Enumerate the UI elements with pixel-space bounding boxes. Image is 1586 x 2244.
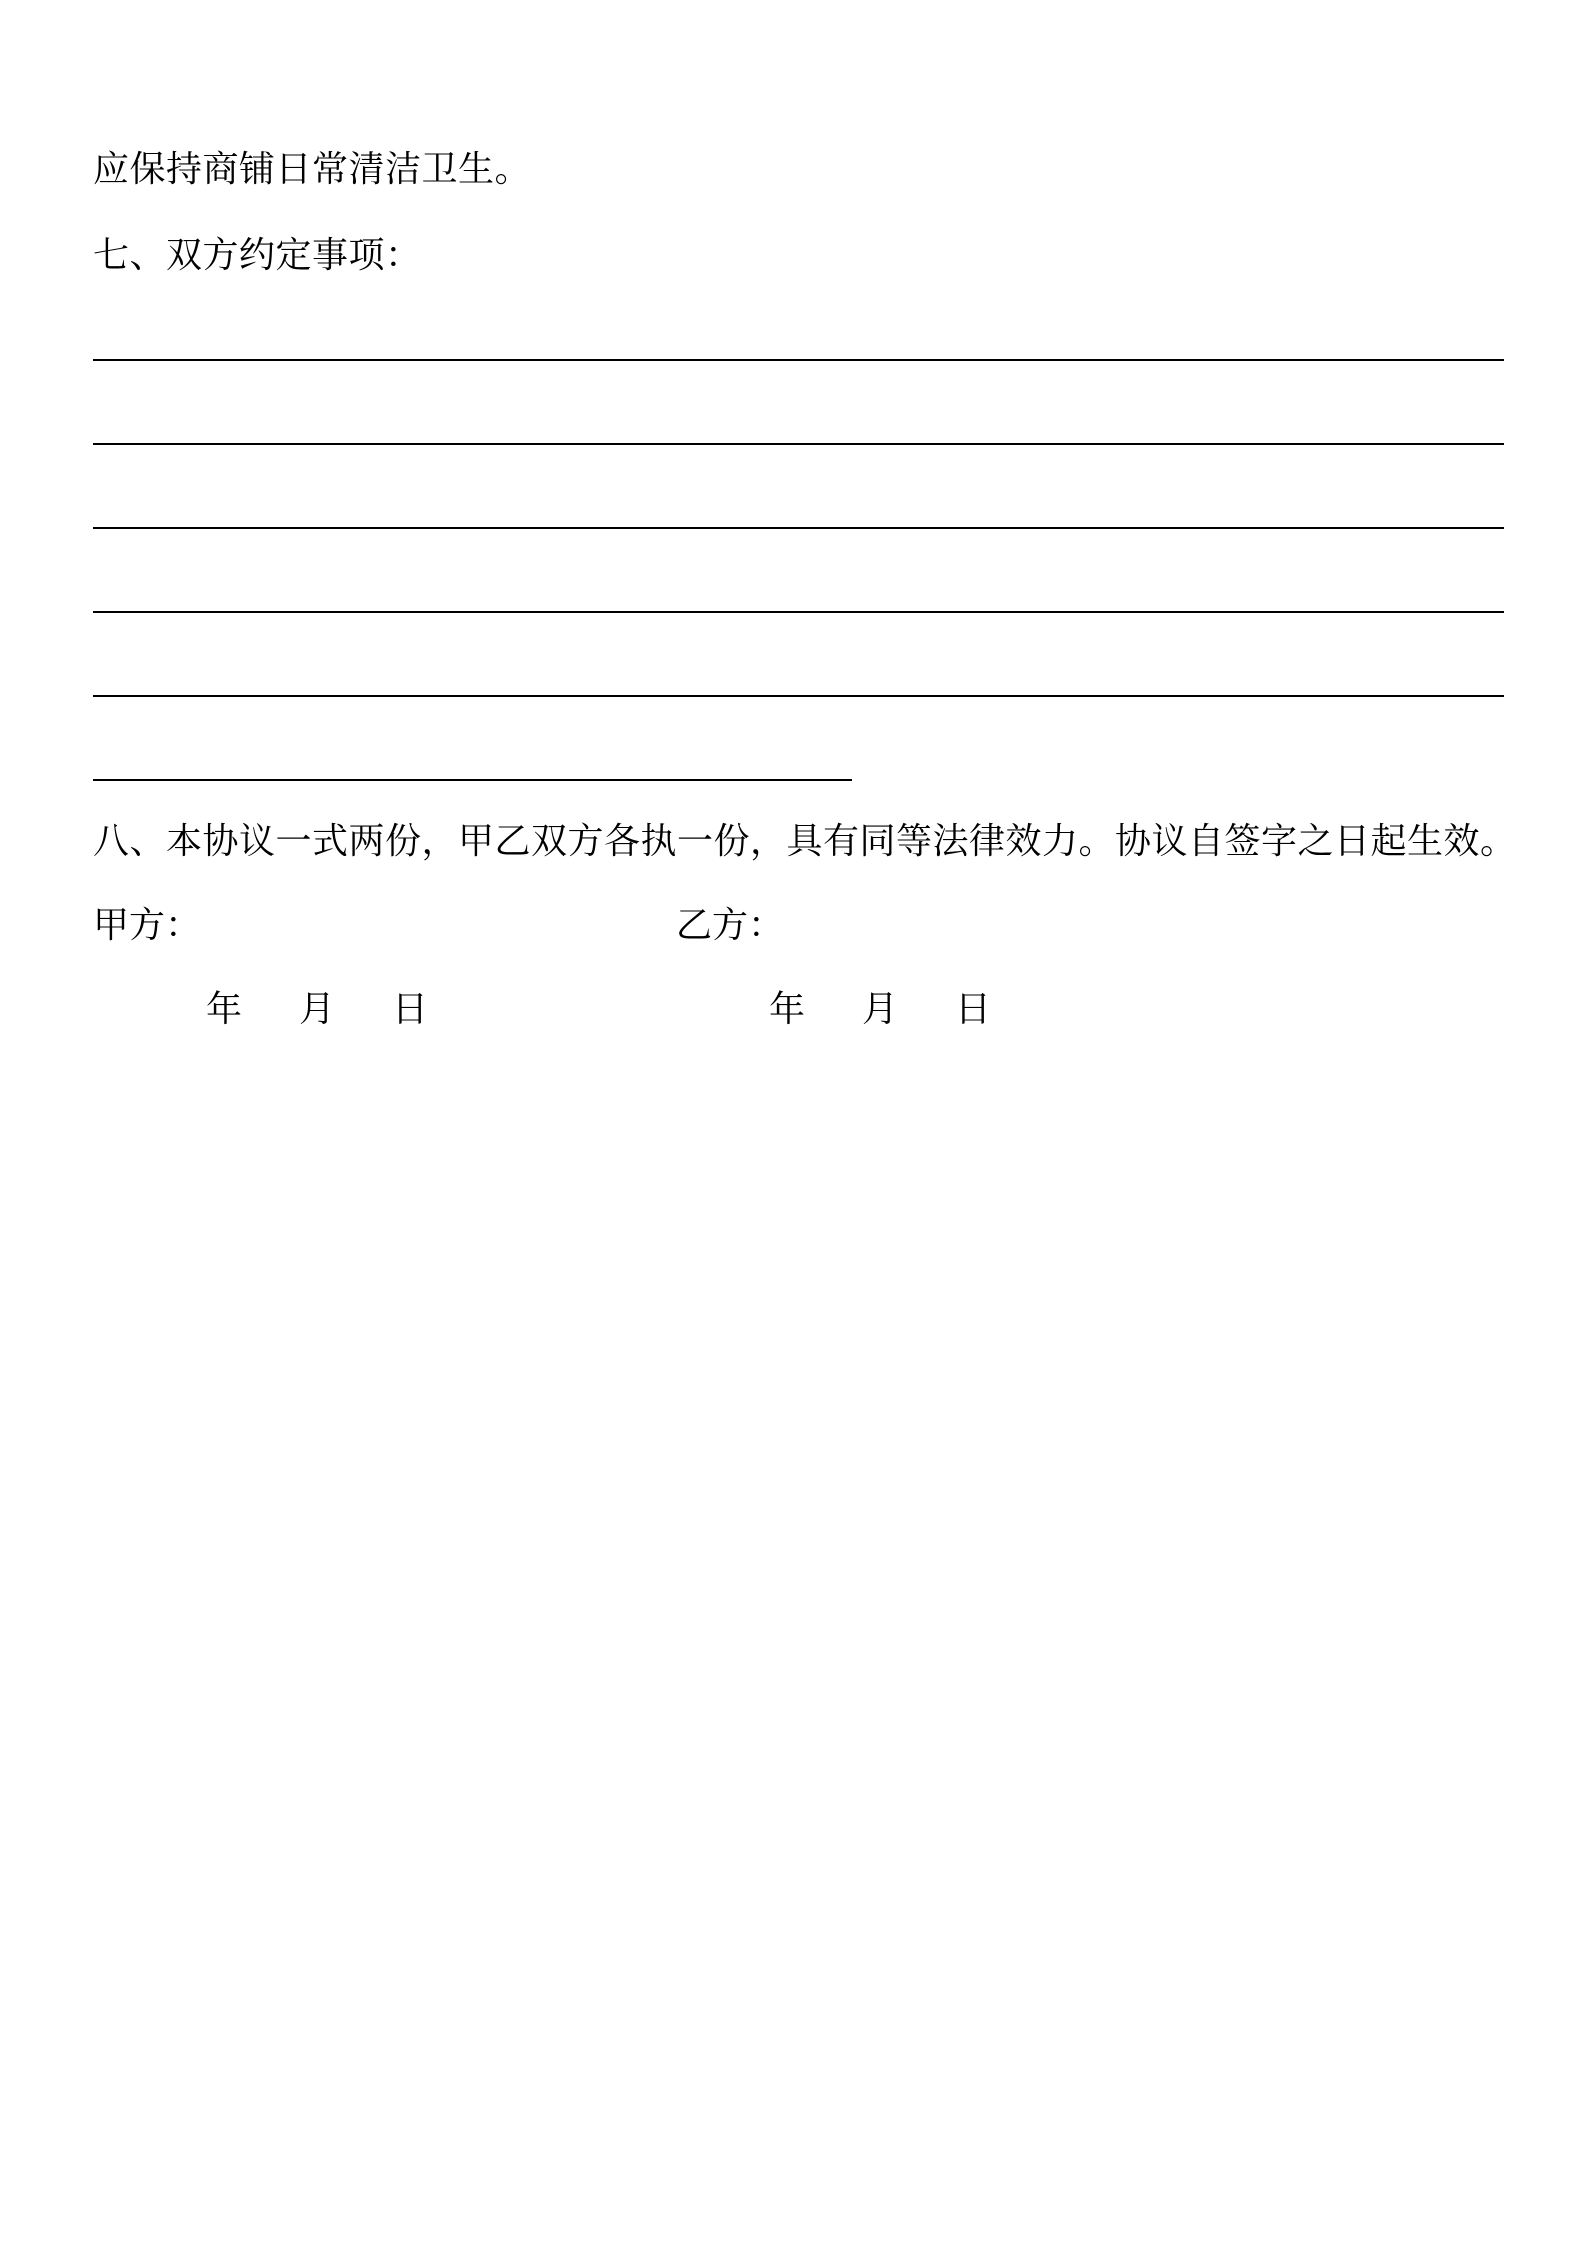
party-b-date-day: 日: [955, 989, 992, 1030]
party-a-date-month: 月: [299, 989, 336, 1030]
blank-line-4: [93, 611, 1504, 613]
blank-line-5: [93, 695, 1504, 697]
blank-line-3: [93, 527, 1504, 529]
party-a-date-year: 年: [206, 989, 243, 1030]
party-a-date-day: 日: [392, 989, 429, 1030]
blank-line-6: [93, 779, 852, 781]
party-a-label: 甲方：: [93, 905, 202, 946]
party-b-label: 乙方：: [676, 905, 785, 946]
section-7-heading: 七、双方约定事项：: [93, 235, 422, 276]
section-8-text: 八、本协议一式两份，甲乙双方各执一份，具有同等法律效力。协议自签字之日起生效。: [93, 821, 1517, 862]
blank-line-1: [93, 359, 1504, 361]
blank-line-2: [93, 443, 1504, 445]
party-b-date-month: 月: [862, 989, 899, 1030]
party-b-date-year: 年: [769, 989, 806, 1030]
clause-text-hygiene: 应保持商铺日常清洁卫生。: [93, 149, 532, 190]
